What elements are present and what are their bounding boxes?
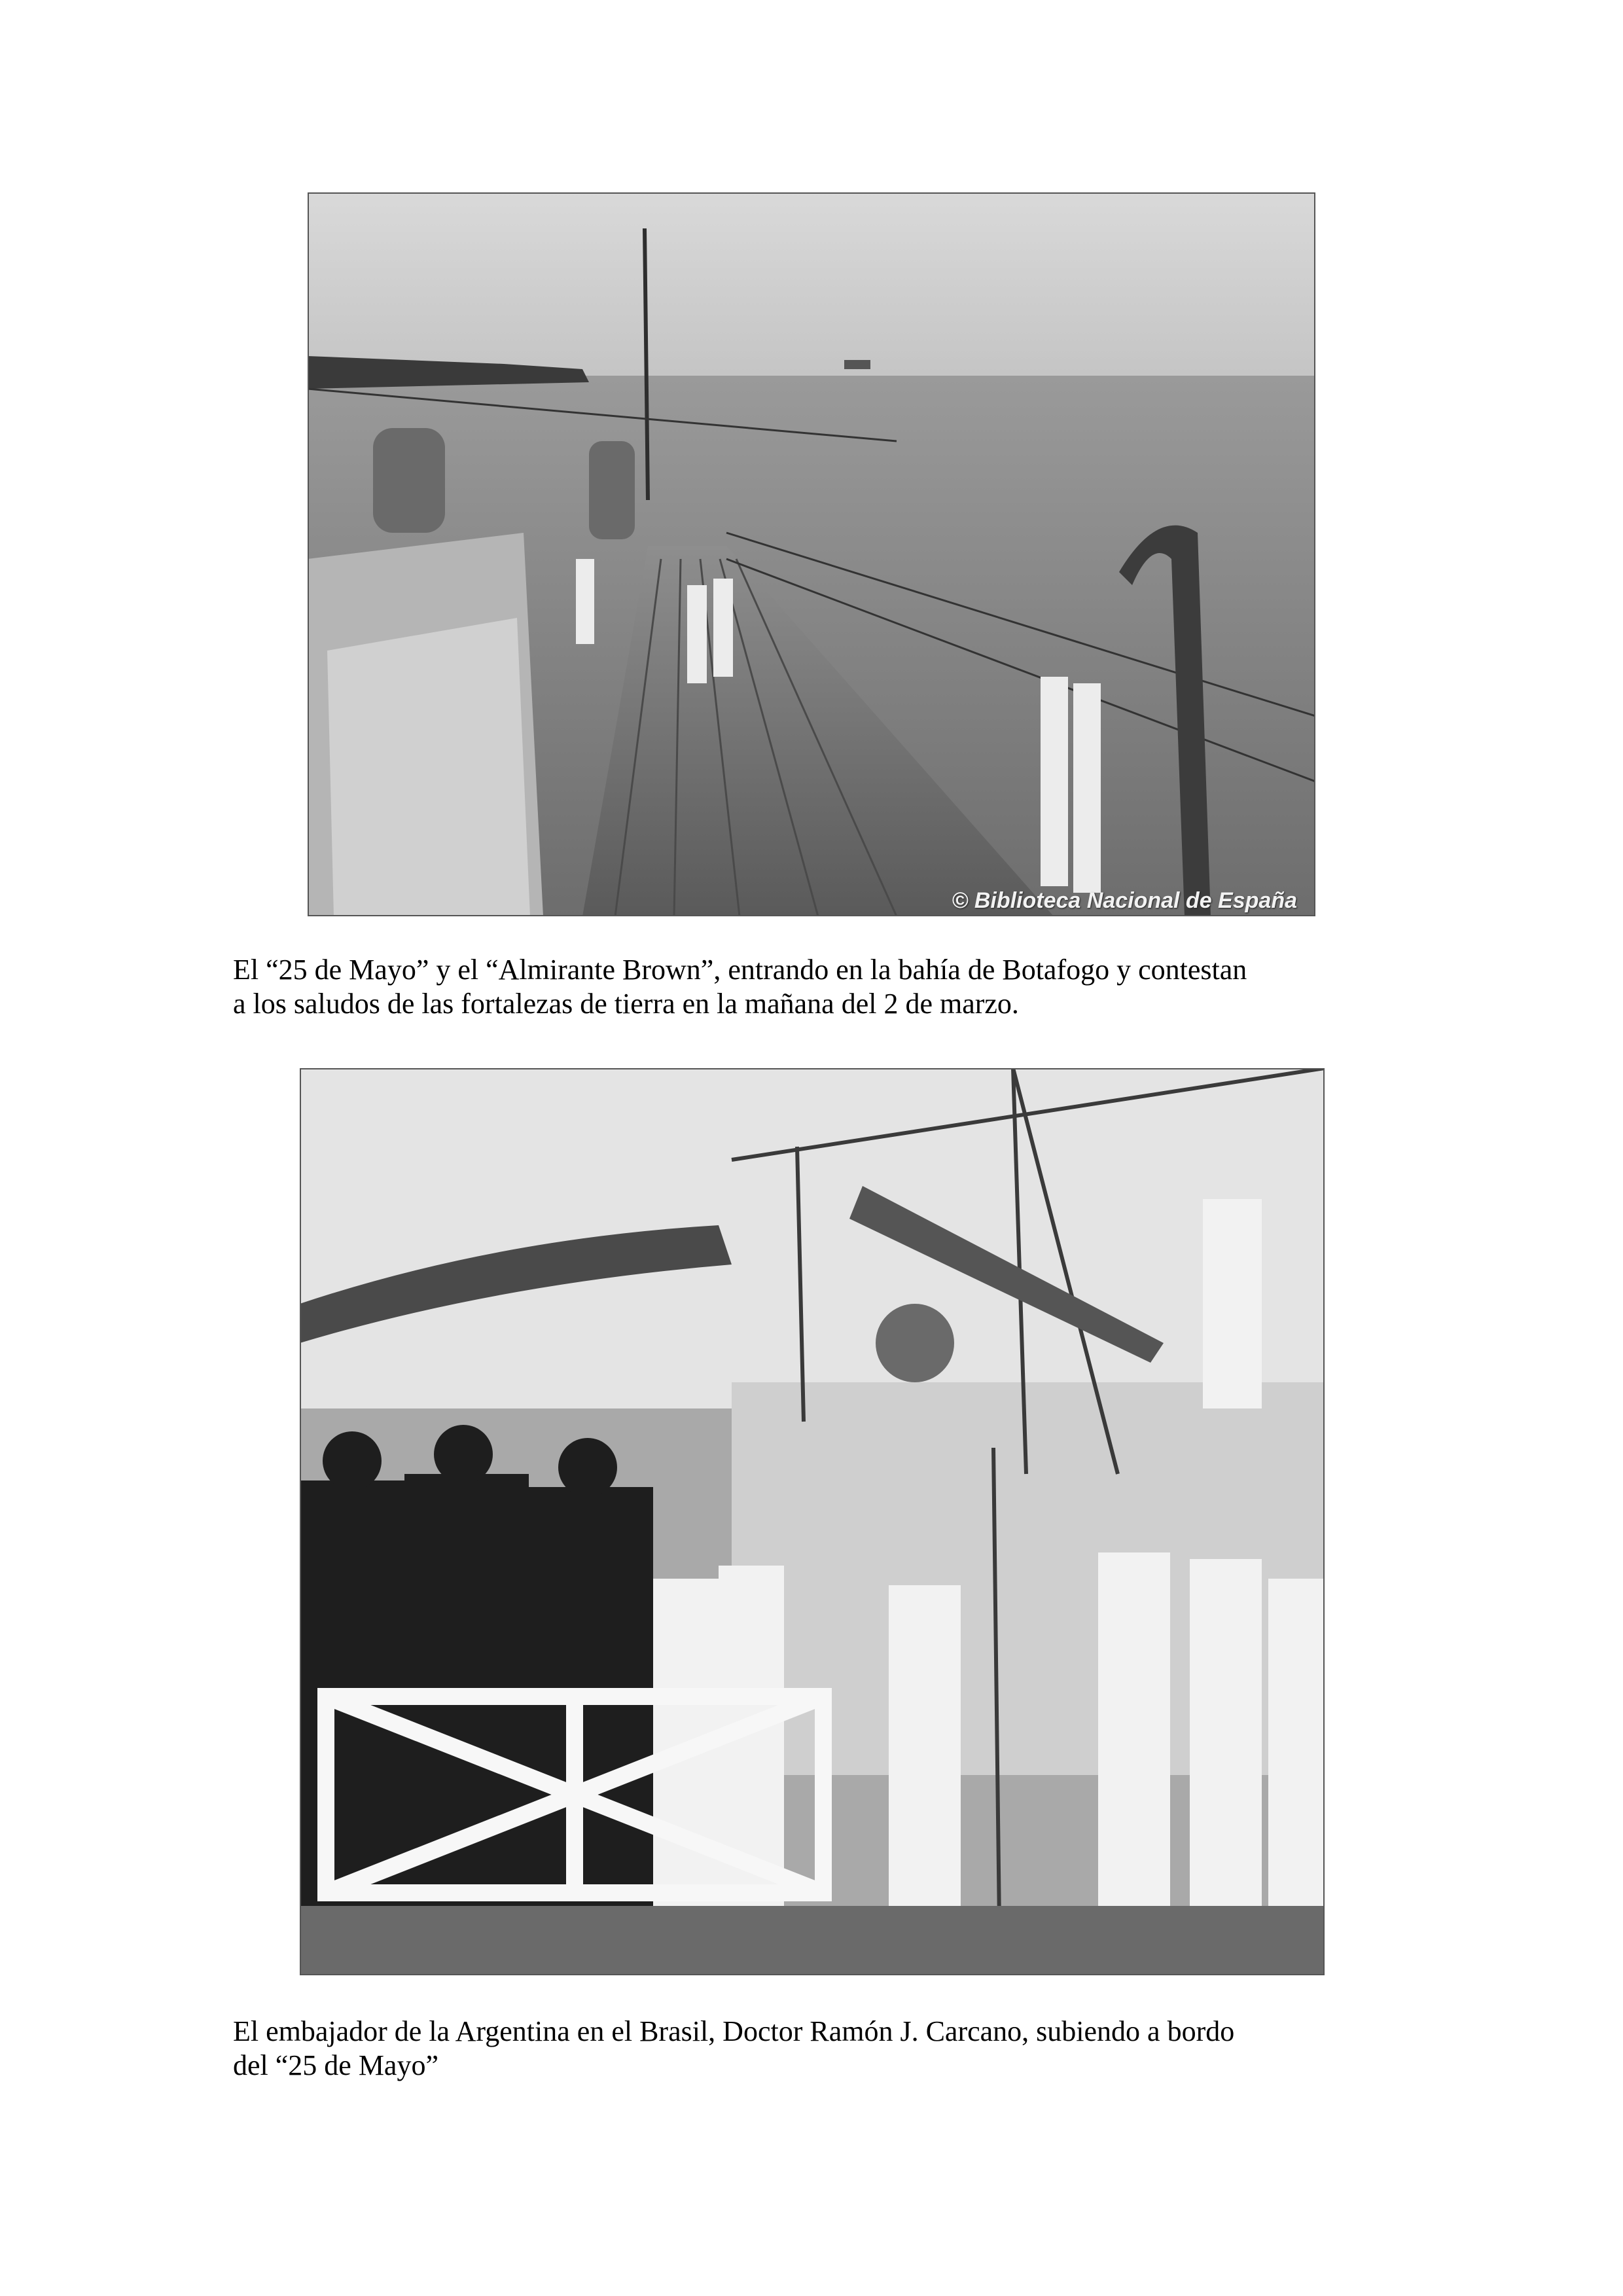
caption-line: El “25 de Mayo” y el “Almirante Brown”, entrando en la bahía de Botafogo y contestan: [233, 954, 1247, 986]
photo-ambassador-boarding-image: [300, 1068, 1325, 1975]
photo-watermark: © Biblioteca Nacional de España: [952, 888, 1297, 913]
photo-caption: [233, 2015, 1398, 2083]
photo-ship-deck-image: [308, 192, 1315, 916]
caption-line: del “25 de Mayo”: [233, 2049, 438, 2081]
caption-line: El embajador de la Argentina en el Brasil, Doctor Ramón J. Carcano, subiendo a bordo: [233, 2015, 1235, 2047]
photo-ship-deck: [308, 192, 1315, 916]
photo-caption: [233, 953, 1398, 1021]
photo-ambassador-boarding: [300, 1068, 1325, 1975]
caption-line: a los saludos de las fortalezas de tierra en la mañana del 2 de marzo.: [233, 988, 1019, 1020]
